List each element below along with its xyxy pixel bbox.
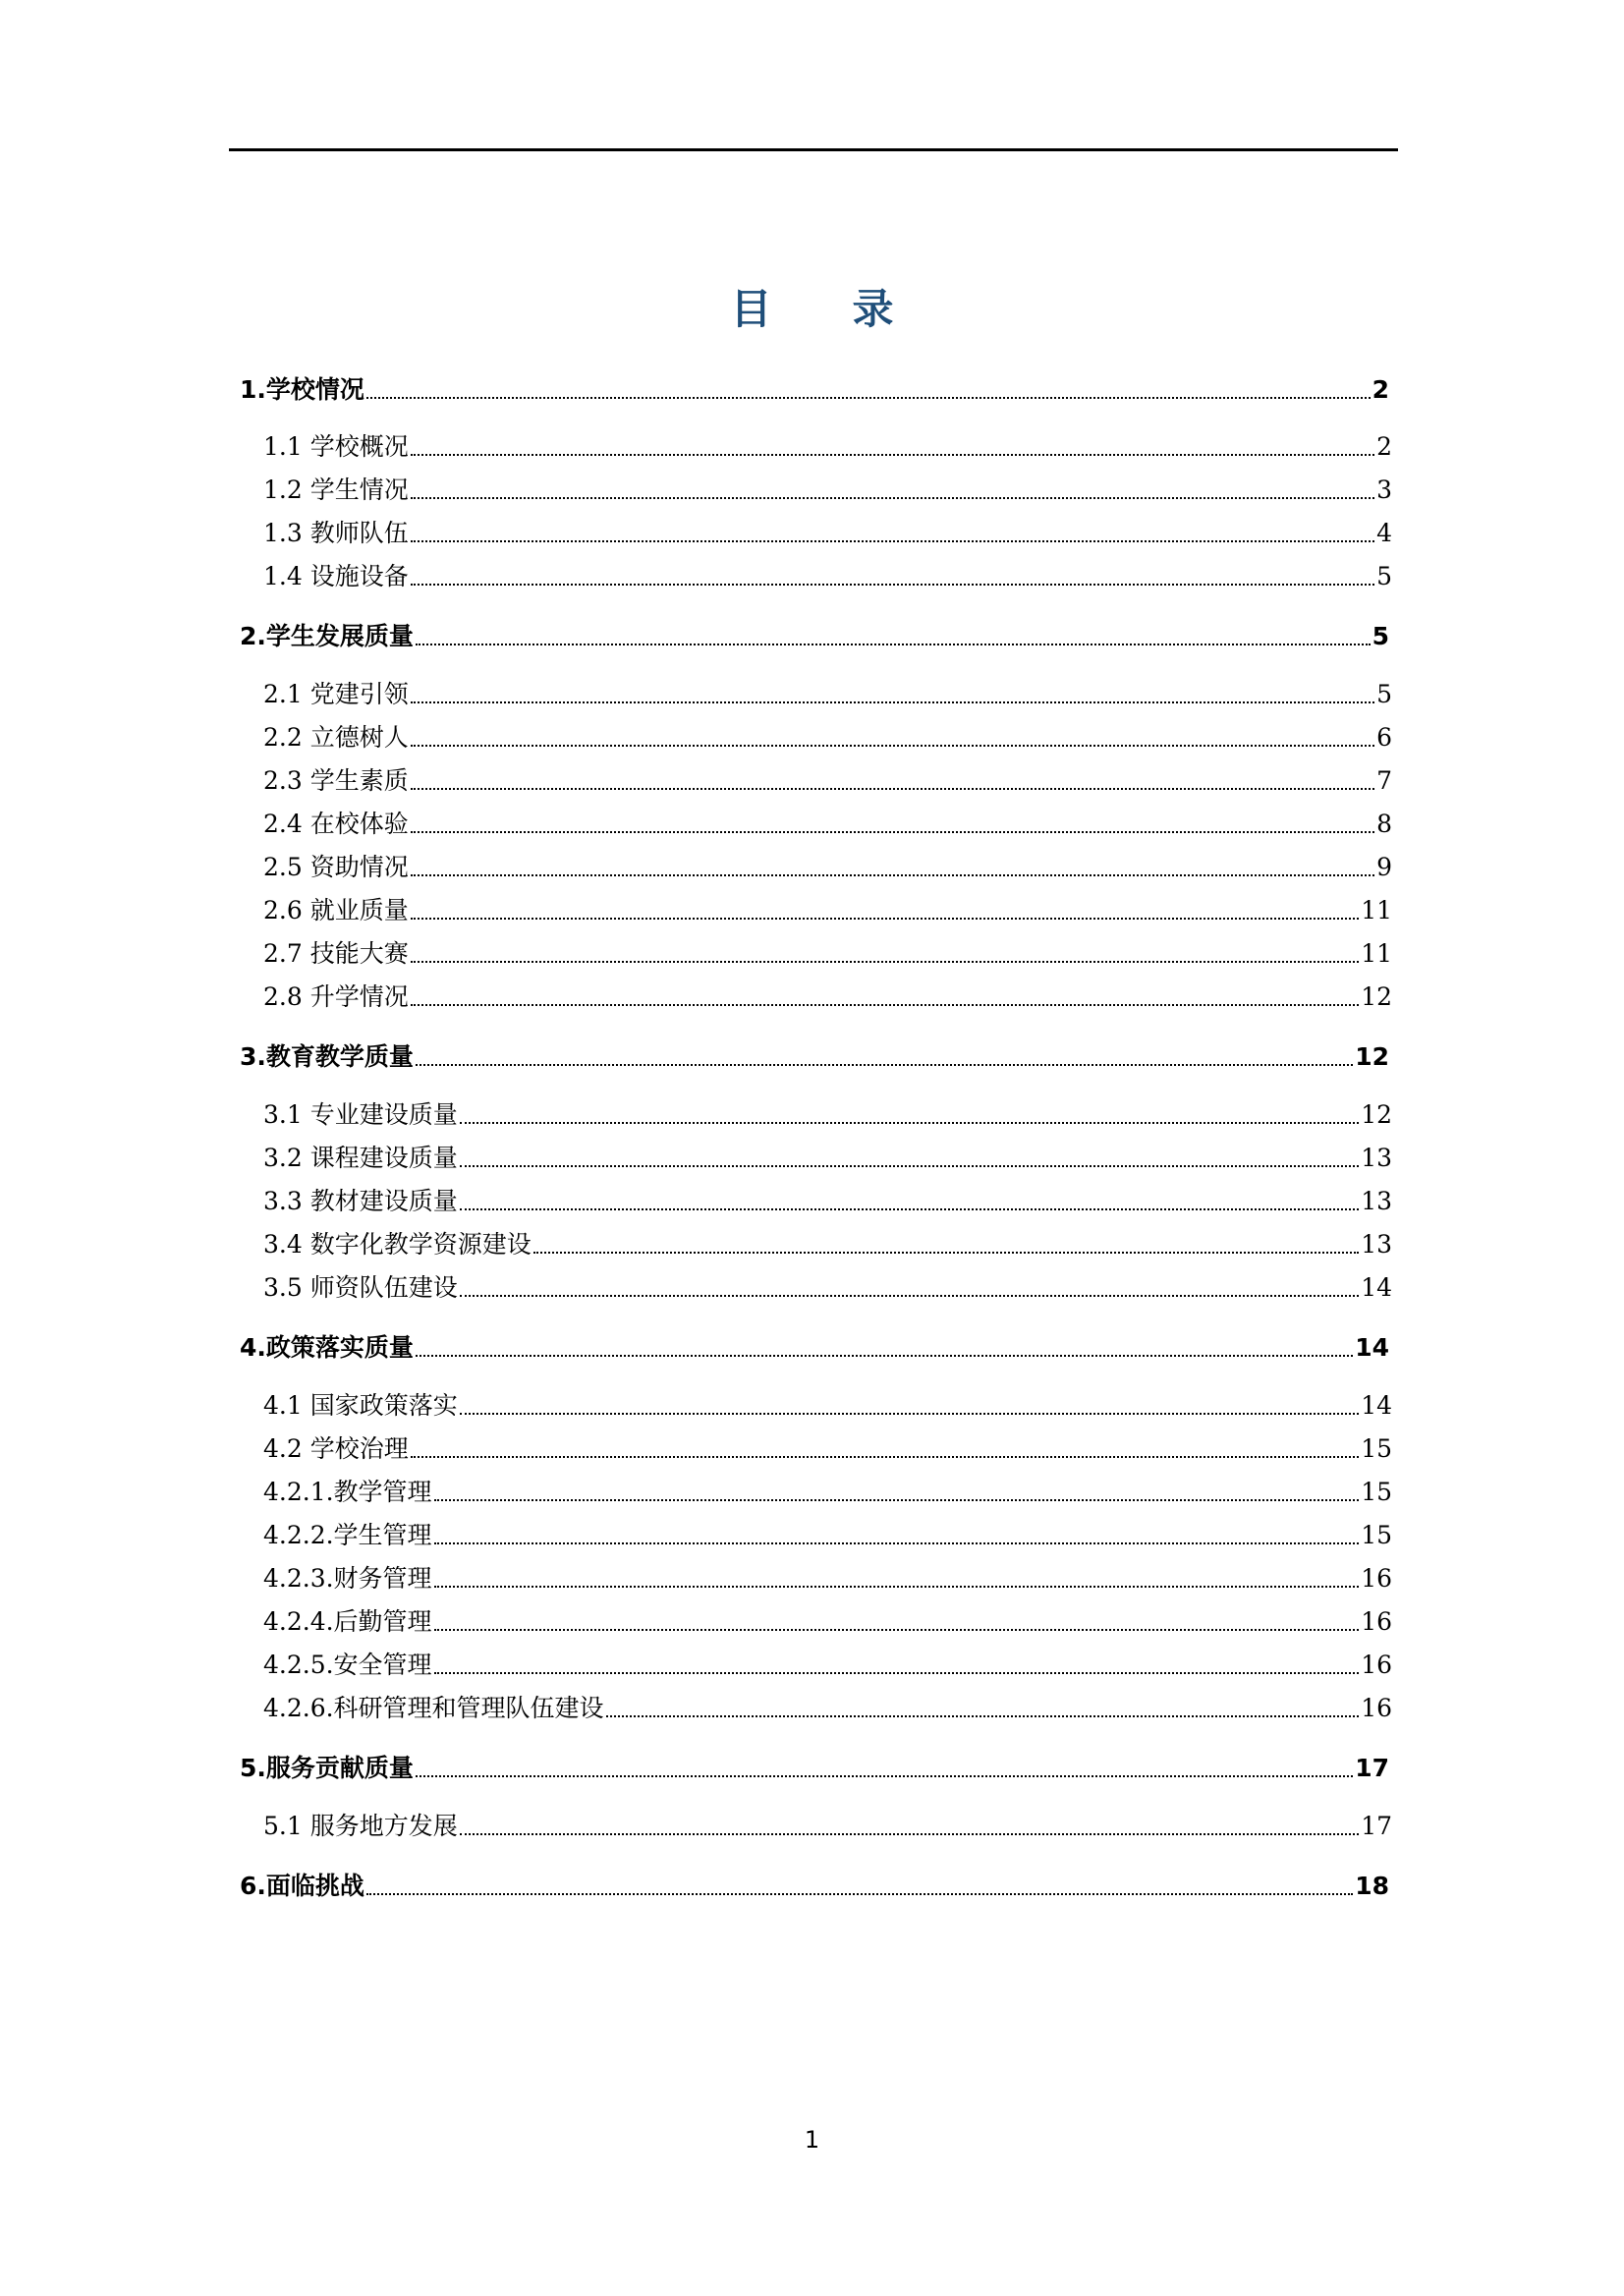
toc-subsection-entry[interactable]: [263, 1603, 1392, 1637]
toc-dot-leader: [366, 1893, 1353, 1895]
toc-dot-leader: [411, 701, 1374, 703]
toc-entry-label: 4.2.1.教学管理: [263, 1478, 432, 1506]
toc-entry-label: 3.3 教材建设质量: [263, 1187, 458, 1215]
toc-entry-label: 2.2 立德树人: [263, 723, 409, 752]
toc-entry-page: 11: [1361, 896, 1392, 924]
toc-subsection-entry[interactable]: [263, 1140, 1392, 1173]
toc-entry-label: 4.1 国家政策落实: [263, 1391, 458, 1420]
toc-entry-label: 2.5 资助情况: [263, 853, 409, 881]
toc-entry-label: 2.学生发展质量: [240, 622, 414, 650]
toc-entry-page: 12: [1361, 982, 1392, 1011]
toc-subsection-entry[interactable]: [263, 719, 1392, 753]
toc-entry-label: 4.2.3.财务管理: [263, 1564, 432, 1593]
toc-entry-page: 2: [1372, 375, 1389, 404]
toc-dot-leader: [366, 397, 1371, 399]
toc-subsection-entry[interactable]: [263, 1183, 1392, 1216]
toc-entry-label: 1.4 设施设备: [263, 562, 409, 590]
toc-entry-page: 7: [1376, 766, 1392, 795]
toc-entry-page: 12: [1361, 1100, 1392, 1129]
toc-dot-leader: [411, 497, 1374, 499]
toc-subsection-entry[interactable]: [263, 1387, 1392, 1421]
toc-subsection-entry[interactable]: [263, 1430, 1392, 1464]
toc-entry-page: 13: [1361, 1187, 1392, 1215]
toc-subsection-entry[interactable]: [263, 1808, 1392, 1841]
toc-subsection-entry[interactable]: [263, 935, 1392, 969]
toc-entry-label: 4.2.4.后勤管理: [263, 1607, 432, 1636]
toc-entry-label: 3.2 课程建设质量: [263, 1144, 458, 1172]
toc-entry-label: 2.3 学生素质: [263, 766, 409, 795]
toc-dot-leader: [416, 1355, 1353, 1357]
toc-subsection-entry[interactable]: [263, 1226, 1392, 1260]
toc-entry-page: 3: [1376, 476, 1392, 504]
toc-dot-leader: [411, 745, 1374, 747]
toc-entry-label: 3.教育教学质量: [240, 1042, 414, 1071]
toc-dot-leader: [460, 1165, 1359, 1167]
toc-entry-page: 15: [1361, 1434, 1392, 1463]
toc-section-entry[interactable]: [240, 371, 1389, 405]
toc-entry-page: 9: [1376, 853, 1392, 881]
toc-entry-page: 14: [1361, 1273, 1392, 1302]
toc-entry-label: 4.2.6.科研管理和管理队伍建设: [263, 1694, 604, 1722]
toc-entry-label: 4.政策落实质量: [240, 1333, 414, 1362]
toc-entry-page: 18: [1355, 1872, 1389, 1900]
toc-entry-page: 11: [1361, 939, 1392, 968]
toc-subsection-entry[interactable]: [263, 1690, 1392, 1723]
toc-title: 目录: [730, 285, 975, 333]
toc-dot-leader: [411, 874, 1374, 876]
toc-section-entry[interactable]: [240, 1868, 1389, 1901]
toc-entry-label: 1.1 学校概况: [263, 432, 409, 461]
toc-entry-page: 4: [1376, 519, 1392, 547]
toc-subsection-entry[interactable]: [263, 1560, 1392, 1594]
toc-subsection-entry[interactable]: [263, 472, 1392, 505]
toc-entry-label: 2.6 就业质量: [263, 896, 409, 924]
toc-subsection-entry[interactable]: [263, 1647, 1392, 1680]
toc-subsection-entry[interactable]: [263, 806, 1392, 839]
toc-entry-page: 8: [1376, 810, 1392, 838]
toc-entry-page: 12: [1355, 1042, 1389, 1071]
toc-entry-label: 4.2.5.安全管理: [263, 1651, 432, 1679]
toc-entry-label: 2.8 升学情况: [263, 982, 409, 1011]
toc-subsection-entry[interactable]: [263, 558, 1392, 591]
toc-section-entry[interactable]: [240, 1750, 1389, 1783]
toc-entry-page: 16: [1361, 1651, 1392, 1679]
toc-entry-label: 2.7 技能大赛: [263, 939, 409, 968]
toc-entry-page: 5: [1372, 622, 1389, 650]
toc-dot-leader: [416, 1064, 1353, 1066]
toc-dot-leader: [434, 1499, 1360, 1501]
toc-entry-label: 1.2 学生情况: [263, 476, 409, 504]
toc-entry-label: 4.2.2.学生管理: [263, 1521, 432, 1549]
toc-entry-label: 5.服务贡献质量: [240, 1754, 414, 1782]
toc-dot-leader: [434, 1629, 1360, 1631]
toc-subsection-entry[interactable]: [263, 892, 1392, 925]
toc-entry-page: 15: [1361, 1521, 1392, 1549]
toc-entry-label: 2.1 党建引领: [263, 680, 409, 708]
toc-entry-page: 17: [1361, 1812, 1392, 1840]
toc-entry-page: 2: [1376, 432, 1392, 461]
toc-entry-page: 17: [1355, 1754, 1389, 1782]
toc-entry-label: 3.4 数字化教学资源建设: [263, 1230, 532, 1259]
toc-subsection-entry[interactable]: [263, 1517, 1392, 1550]
toc-subsection-entry[interactable]: [263, 1096, 1392, 1130]
toc-dot-leader: [533, 1252, 1359, 1254]
toc-entry-page: 16: [1361, 1607, 1392, 1636]
toc-dot-leader: [411, 454, 1374, 456]
toc-entry-label: 1.3 教师队伍: [263, 519, 409, 547]
toc-dot-leader: [411, 1456, 1359, 1458]
toc-subsection-entry[interactable]: [263, 1269, 1392, 1303]
toc-dot-leader: [606, 1715, 1360, 1717]
toc-dot-leader: [434, 1672, 1360, 1674]
toc-dot-leader: [460, 1122, 1359, 1124]
toc-dot-leader: [460, 1295, 1359, 1297]
toc-entry-page: 13: [1361, 1144, 1392, 1172]
toc-dot-leader: [411, 918, 1359, 920]
toc-section-entry[interactable]: [240, 1329, 1389, 1363]
toc-section-entry[interactable]: [240, 1038, 1389, 1072]
toc-entry-page: 14: [1361, 1391, 1392, 1420]
toc-entry-page: 5: [1376, 680, 1392, 708]
toc-subsection-entry[interactable]: [263, 676, 1392, 709]
toc-entry-label: 3.5 师资队伍建设: [263, 1273, 458, 1302]
toc-entry-label: 2.4 在校体验: [263, 810, 409, 838]
toc-subsection-entry[interactable]: [263, 515, 1392, 548]
toc-dot-leader: [460, 1208, 1359, 1210]
toc-dot-leader: [434, 1586, 1360, 1588]
toc-entry-page: 15: [1361, 1478, 1392, 1506]
toc-entry-label: 5.1 服务地方发展: [263, 1812, 458, 1840]
toc-section-entry[interactable]: [240, 618, 1389, 651]
toc-dot-leader: [411, 1004, 1359, 1006]
toc-entry-page: 13: [1361, 1230, 1392, 1259]
toc-subsection-entry[interactable]: [263, 428, 1392, 462]
toc-subsection-entry[interactable]: [263, 979, 1392, 1012]
toc-dot-leader: [411, 961, 1359, 963]
toc-entry-label: 6.面临挑战: [240, 1872, 364, 1900]
toc-entry-page: 5: [1376, 562, 1392, 590]
toc-entry-label: 4.2 学校治理: [263, 1434, 409, 1463]
toc-dot-leader: [434, 1542, 1360, 1544]
toc-subsection-entry[interactable]: [263, 762, 1392, 796]
toc-dot-leader: [411, 831, 1374, 833]
toc-dot-leader: [411, 584, 1374, 586]
toc-dot-leader: [411, 788, 1374, 790]
toc-dot-leader: [460, 1413, 1359, 1415]
toc-entry-page: 6: [1376, 723, 1392, 752]
toc-dot-leader: [460, 1833, 1359, 1835]
toc-subsection-entry[interactable]: [263, 849, 1392, 882]
toc-entry-label: 3.1 专业建设质量: [263, 1100, 458, 1129]
toc-entry-page: 16: [1361, 1564, 1392, 1593]
toc-entry-page: 14: [1355, 1333, 1389, 1362]
toc-dot-leader: [416, 644, 1371, 645]
toc-dot-leader: [416, 1775, 1353, 1777]
toc-subsection-entry[interactable]: [263, 1474, 1392, 1507]
toc-entry-page: 16: [1361, 1694, 1392, 1722]
page-number: 1: [804, 2126, 820, 2154]
toc-entry-label: 1.学校情况: [240, 375, 364, 404]
toc-dot-leader: [411, 540, 1374, 542]
